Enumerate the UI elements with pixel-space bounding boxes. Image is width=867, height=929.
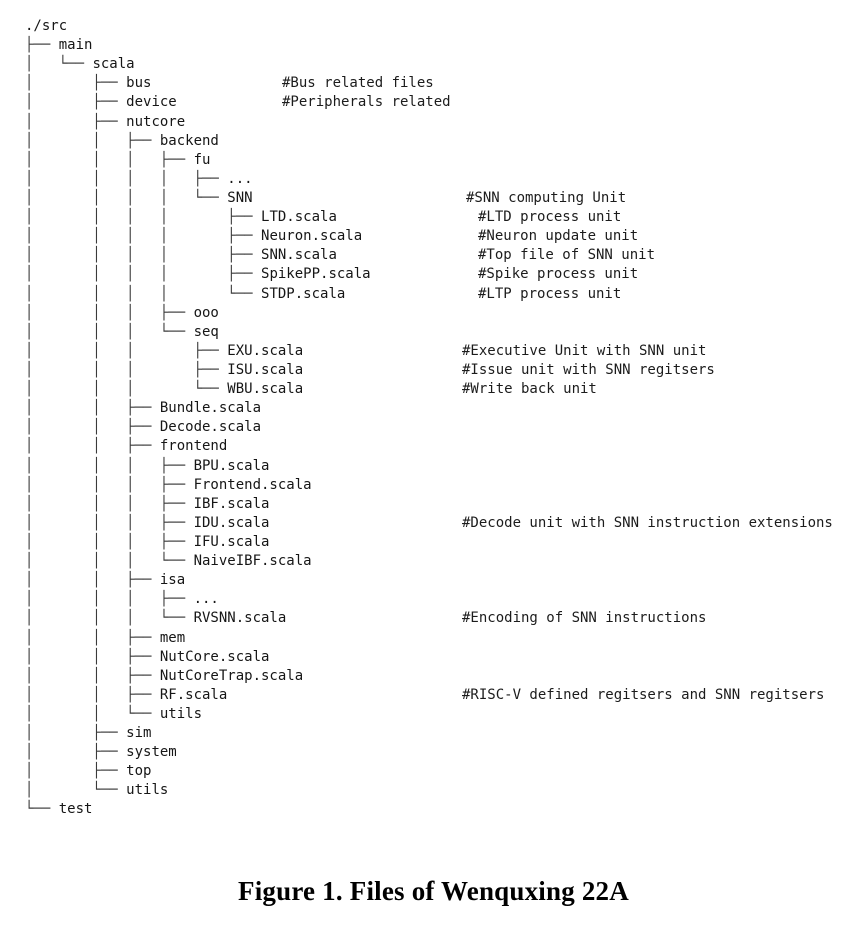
tree-comment: #LTD process unit (478, 209, 622, 226)
tree-comment: #Write back unit (462, 381, 597, 398)
tree-guide-prefix: │ │ │ │ ├── (25, 266, 262, 283)
tree-row (0, 285, 867, 304)
tree-row (0, 17, 867, 36)
tree-guide-prefix: │ └── (25, 56, 93, 73)
tree-guide-prefix: │ └── (25, 782, 127, 799)
tree-guide-prefix: │ │ ├── (25, 419, 160, 436)
tree-comment: #RISC-V defined regitsers and SNN regitsers (462, 686, 825, 703)
tree-row (0, 380, 867, 399)
tree-row (0, 170, 867, 189)
tree-guide-prefix: │ │ │ ├── (25, 476, 194, 493)
tree-row (0, 399, 867, 418)
tree-guide-prefix: │ │ │ │ ├── (25, 209, 262, 226)
figure-caption: Figure 1. Files of Wenquxing 22A (238, 875, 629, 906)
tree-row (0, 743, 867, 762)
tree-guide-prefix: │ │ │ │ ├── (25, 247, 262, 264)
tree-folder-label: utils (159, 705, 203, 722)
tree-comment: #Issue unit with SNN regitsers (462, 361, 715, 378)
tree-row (0, 571, 867, 590)
tree-folder-label: device (126, 94, 177, 111)
tree-guide-prefix: │ │ │ └── (25, 323, 194, 340)
tree-row (0, 762, 867, 781)
tree-guide-prefix: │ │ │ │ ├── (25, 170, 228, 187)
tree-row (0, 113, 867, 132)
tree-row (0, 457, 867, 476)
tree-row (0, 476, 867, 495)
tree-folder-label: SNN (227, 189, 253, 206)
tree-guide-prefix: │ │ ├── (25, 438, 160, 455)
tree-row (0, 686, 867, 705)
tree-guide-prefix: ├── (25, 37, 59, 54)
tree-folder-label: backend (159, 132, 219, 149)
tree-folder-label: bus (126, 75, 152, 92)
tree-file-label: RVSNN.scala (193, 610, 287, 627)
tree-folder-label: isa (159, 572, 186, 589)
tree-comment: #LTP process unit (478, 285, 622, 302)
tree-file-label: IFU.scala (193, 533, 270, 550)
tree-row (0, 590, 867, 609)
tree-row (0, 533, 867, 552)
tree-folder-label: test (58, 801, 93, 818)
tree-guide-prefix: │ │ │ ├── (25, 342, 228, 359)
tree-file-label: LTD.scala (261, 209, 337, 226)
tree-file-label: SpikePP.scala (261, 266, 371, 283)
tree-guide-prefix: │ │ │ ├── (25, 514, 194, 531)
tree-row (0, 342, 867, 361)
tree-file-label: NaiveIBF.scala (193, 553, 312, 570)
tree-guide-prefix: │ │ │ └── (25, 610, 194, 627)
tree-file-label: EXU.scala (227, 342, 304, 359)
tree-folder-label: nutcore (126, 113, 186, 130)
tree-row (0, 495, 867, 514)
tree-row (0, 55, 867, 74)
tree-row (0, 323, 867, 342)
tree-folder-label: scala (92, 56, 135, 73)
tree-row (0, 93, 867, 112)
tree-guide-prefix: │ │ │ ├── (25, 361, 228, 378)
tree-row (0, 74, 867, 93)
tree-folder-label: seq (193, 323, 219, 340)
tree-row (0, 418, 867, 437)
tree-file-label: RF.scala (159, 686, 228, 703)
tree-row (0, 648, 867, 667)
tree-file-label: IBF.scala (193, 495, 270, 512)
tree-folder-label: ./src (25, 18, 68, 34)
tree-row (0, 361, 867, 380)
tree-folder-label: fu (193, 151, 211, 168)
tree-row (0, 151, 867, 170)
tree-file-label: Neuron.scala (261, 228, 363, 245)
tree-guide-prefix: │ ├── (25, 763, 127, 780)
tree-row (0, 304, 867, 323)
tree-comment: #Neuron update unit (478, 228, 639, 245)
tree-file-label: IDU.scala (193, 514, 270, 531)
tree-folder-label: main (58, 37, 93, 54)
tree-comment: #Executive Unit with SNN unit (462, 342, 707, 359)
tree-row (0, 227, 867, 246)
tree-file-label: STDP.scala (261, 285, 346, 302)
tree-folder-label: ooo (193, 304, 219, 321)
tree-comment: #Spike process unit (478, 266, 639, 283)
tree-guide-prefix: └── (25, 801, 59, 818)
tree-row (0, 437, 867, 456)
tree-folder-label: utils (126, 782, 169, 799)
tree-row (0, 629, 867, 648)
tree-guide-prefix: │ │ │ ├── (25, 533, 194, 550)
tree-guide-prefix: │ │ │ └── (25, 381, 228, 398)
tree-guide-prefix: │ │ ├── (25, 686, 160, 703)
tree-file-label: Frontend.scala (193, 476, 312, 493)
tree-guide-prefix: │ ├── (25, 113, 127, 130)
tree-row (0, 667, 867, 686)
tree-folder-label: top (126, 763, 152, 780)
tree-guide-prefix: │ │ │ ├── (25, 457, 194, 474)
tree-row (0, 208, 867, 227)
tree-row (0, 514, 867, 533)
tree-row (0, 800, 867, 819)
tree-file-label: SNN.scala (261, 247, 337, 264)
tree-folder-label: ... (227, 170, 253, 187)
tree-guide-prefix: │ │ │ └── (25, 553, 194, 570)
tree-guide-prefix: │ │ │ ├── (25, 591, 194, 608)
tree-row (0, 189, 867, 208)
tree-folder-label: frontend (159, 438, 228, 455)
tree-file-label: NutCoreTrap.scala (159, 667, 304, 684)
tree-guide-prefix: │ │ │ │ └── (25, 189, 228, 206)
tree-guide-prefix: │ │ │ │ └── (25, 285, 262, 302)
tree-row (0, 132, 867, 151)
tree-guide-prefix: │ ├── (25, 75, 127, 92)
tree-guide-prefix: │ │ │ │ ├── (25, 228, 262, 245)
tree-guide-prefix: │ │ ├── (25, 667, 160, 684)
tree-folder-label: mem (159, 629, 186, 646)
tree-guide-prefix: │ │ ├── (25, 132, 160, 149)
tree-comment: #Decode unit with SNN instruction extensions (462, 514, 833, 531)
tree-file-label: ISU.scala (227, 361, 304, 378)
tree-file-label: NutCore.scala (159, 648, 270, 665)
tree-guide-prefix: │ │ │ ├── (25, 304, 194, 321)
tree-file-label: BPU.scala (193, 457, 270, 474)
tree-row (0, 781, 867, 800)
tree-guide-prefix: │ │ └── (25, 705, 160, 722)
tree-folder-label: sim (126, 725, 152, 742)
tree-row (0, 609, 867, 628)
tree-row (0, 265, 867, 284)
tree-comment: #Bus related files (282, 75, 434, 92)
tree-row (0, 36, 867, 55)
tree-row (0, 552, 867, 571)
tree-comment: #Top file of SNN unit (478, 247, 656, 264)
tree-file-label: WBU.scala (227, 381, 304, 398)
tree-folder-label: system (126, 744, 177, 761)
tree-comment: #Peripherals related (282, 94, 451, 111)
tree-guide-prefix: │ │ ├── (25, 648, 160, 665)
tree-row (0, 705, 867, 724)
tree-row (0, 246, 867, 265)
tree-folder-label: ... (193, 591, 219, 608)
tree-guide-prefix: │ ├── (25, 94, 127, 111)
tree-guide-prefix: │ │ │ ├── (25, 151, 194, 168)
tree-guide-prefix: │ │ ├── (25, 572, 160, 589)
tree-comment: #Encoding of SNN instructions (462, 610, 707, 627)
tree-file-label: Decode.scala (159, 419, 262, 436)
tree-file-label: Bundle.scala (159, 400, 262, 417)
tree-guide-prefix: │ ├── (25, 744, 127, 761)
tree-row (0, 724, 867, 743)
tree-guide-prefix: │ │ ├── (25, 629, 160, 646)
tree-guide-prefix: │ ├── (25, 725, 127, 742)
tree-comment: #SNN computing Unit (466, 189, 627, 206)
tree-guide-prefix: │ │ │ ├── (25, 495, 194, 512)
tree-guide-prefix: │ │ ├── (25, 400, 160, 417)
